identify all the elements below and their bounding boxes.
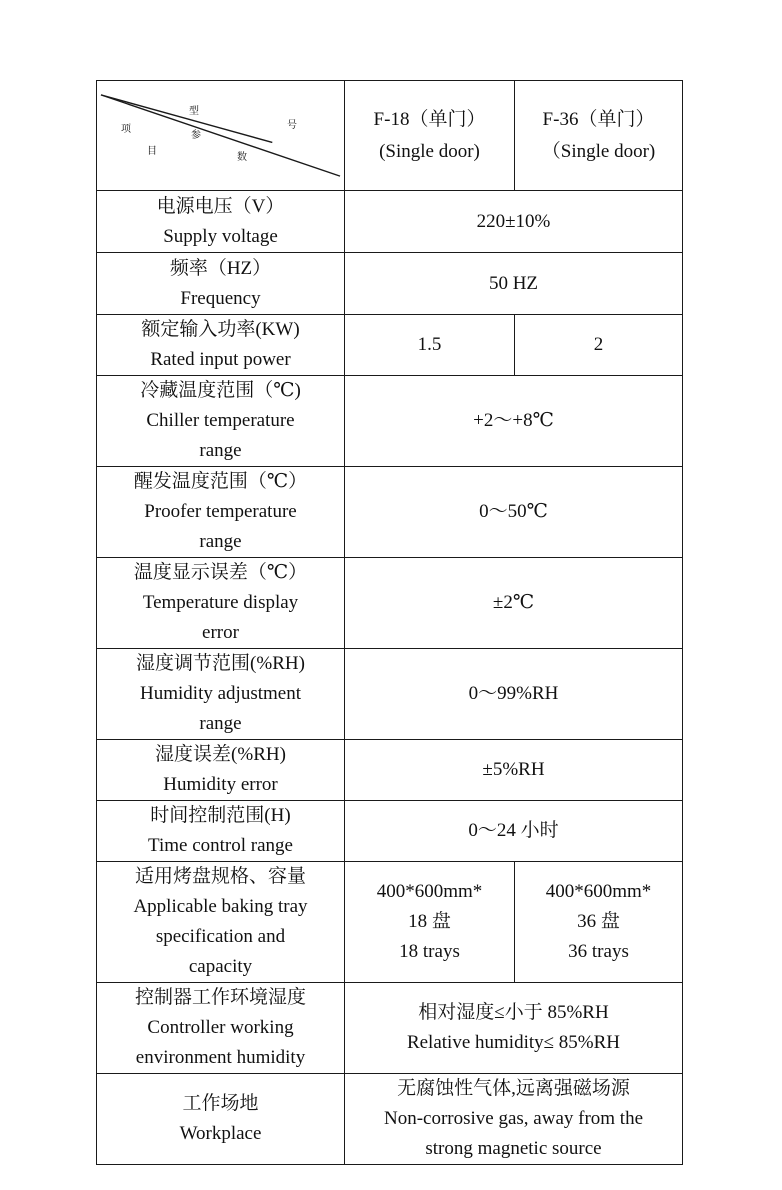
model-door-type: （Single door) [541, 140, 656, 162]
spec-table [96, 80, 683, 1165]
param-label-en: Chiller temperature [146, 410, 295, 431]
table-row [97, 315, 683, 376]
param-label [97, 376, 345, 467]
param-label-zh: 温度显示误差（℃） [133, 562, 308, 583]
model-code: F-18（单门） [373, 108, 486, 130]
param-label-en: environment humidity [135, 1047, 306, 1068]
param-label-zh: 控制器工作环境湿度 [134, 987, 306, 1008]
tray-size: 400*600mm* [376, 881, 483, 902]
param-value: 0～24 小时 [345, 801, 683, 862]
table-row [97, 467, 683, 558]
param-label-en: range [199, 531, 242, 552]
param-label-en: Controller working [147, 1017, 294, 1038]
model-door-type: (Single door) [379, 140, 480, 162]
param-label [97, 801, 345, 862]
param-label-en: Temperature display [142, 592, 299, 613]
param-label-en: Rated input power [150, 349, 291, 370]
table-row [97, 191, 683, 253]
model-code: F-36（单门） [542, 108, 655, 130]
param-label [97, 191, 345, 253]
table-row [97, 376, 683, 467]
tray-size: 400*600mm* [545, 881, 652, 902]
param-value-f36: 2 [515, 315, 683, 376]
param-label [97, 649, 345, 740]
param-label [97, 1074, 345, 1165]
param-value-en: Relative humidity≤ 85%RH [406, 1032, 621, 1053]
tray-count-zh: 36 盘 [577, 911, 620, 932]
param-label-en: error [202, 622, 239, 643]
table-row [97, 253, 683, 315]
param-value-zh: 相对湿度≤小于 85%RH [418, 1002, 609, 1023]
param-label-en: Workplace [179, 1123, 262, 1144]
table-row [97, 983, 683, 1074]
param-value: 220±10% [345, 191, 683, 253]
param-label [97, 467, 345, 558]
param-value: ±2℃ [345, 558, 683, 649]
param-value: +2～+8℃ [345, 376, 683, 467]
tray-count-en: 18 trays [399, 941, 460, 962]
param-label-zh: 时间控制范围(H) [150, 805, 291, 826]
param-label-zh: 电源电压（V） [156, 195, 285, 217]
header-row [97, 81, 683, 191]
corner-label-item-2: 目 [147, 146, 157, 157]
param-label [97, 558, 345, 649]
corner-label-model-1: 型 [189, 106, 199, 117]
diagonal-header-cell [97, 81, 345, 191]
diagonal-lines [97, 81, 344, 190]
param-label-zh: 冷藏温度范围（℃) [140, 380, 301, 401]
param-value [345, 1074, 683, 1165]
table-row [97, 649, 683, 740]
param-value [345, 983, 683, 1074]
param-value-zh: 无腐蚀性气体,远离强磁场源 [397, 1078, 630, 1099]
param-label-en: range [199, 440, 242, 461]
param-value-en: strong magnetic source [425, 1138, 602, 1159]
param-label [97, 862, 345, 983]
tray-count-zh: 18 盘 [408, 911, 451, 932]
param-label-zh: 适用烤盘规格、容量 [134, 866, 306, 887]
param-value-f36 [515, 862, 683, 983]
param-label-en: range [199, 713, 242, 734]
param-label [97, 315, 345, 376]
param-label-zh: 醒发温度范围（℃） [133, 471, 308, 492]
table-row [97, 740, 683, 801]
table-row [97, 801, 683, 862]
param-value: 50 HZ [345, 253, 683, 315]
param-label-zh: 湿度调节范围(%RH) [136, 653, 305, 674]
param-label-zh: 额定输入功率(KW) [141, 319, 300, 340]
param-label-en: specification and [155, 926, 286, 947]
param-value-f18 [345, 862, 515, 983]
param-value-f18: 1.5 [345, 315, 515, 376]
param-label-en: Time control range [148, 835, 293, 856]
param-label-en: Supply voltage [163, 225, 278, 247]
table-row [97, 558, 683, 649]
param-label-en: Frequency [180, 287, 261, 309]
param-label [97, 253, 345, 315]
param-label [97, 740, 345, 801]
param-value: 0～99%RH [345, 649, 683, 740]
param-value: ±5%RH [345, 740, 683, 801]
table-row [97, 1074, 683, 1165]
param-label-en: Humidity adjustment [140, 683, 301, 704]
corner-label-param-2: 数 [237, 152, 247, 163]
param-label-zh: 频率（HZ） [169, 257, 272, 279]
table-row [97, 862, 683, 983]
model-header-f18 [345, 81, 515, 191]
corner-label-model-2: 号 [287, 120, 297, 131]
param-label [97, 983, 345, 1074]
corner-label-item-1: 项 [121, 124, 131, 135]
param-label-zh: 湿度误差(%RH) [155, 744, 286, 765]
param-label-en: capacity [188, 956, 253, 977]
model-header-f36 [515, 81, 683, 191]
corner-label-param-1: 参 [191, 130, 201, 141]
param-label-zh: 工作场地 [182, 1093, 259, 1114]
param-label-en: Humidity error [163, 774, 278, 795]
tray-count-en: 36 trays [568, 941, 629, 962]
param-value: 0～50℃ [345, 467, 683, 558]
param-value-en: Non-corrosive gas, away from the [383, 1108, 644, 1129]
param-label-en: Applicable baking tray [133, 896, 308, 917]
param-label-en: Proofer temperature [144, 501, 297, 522]
